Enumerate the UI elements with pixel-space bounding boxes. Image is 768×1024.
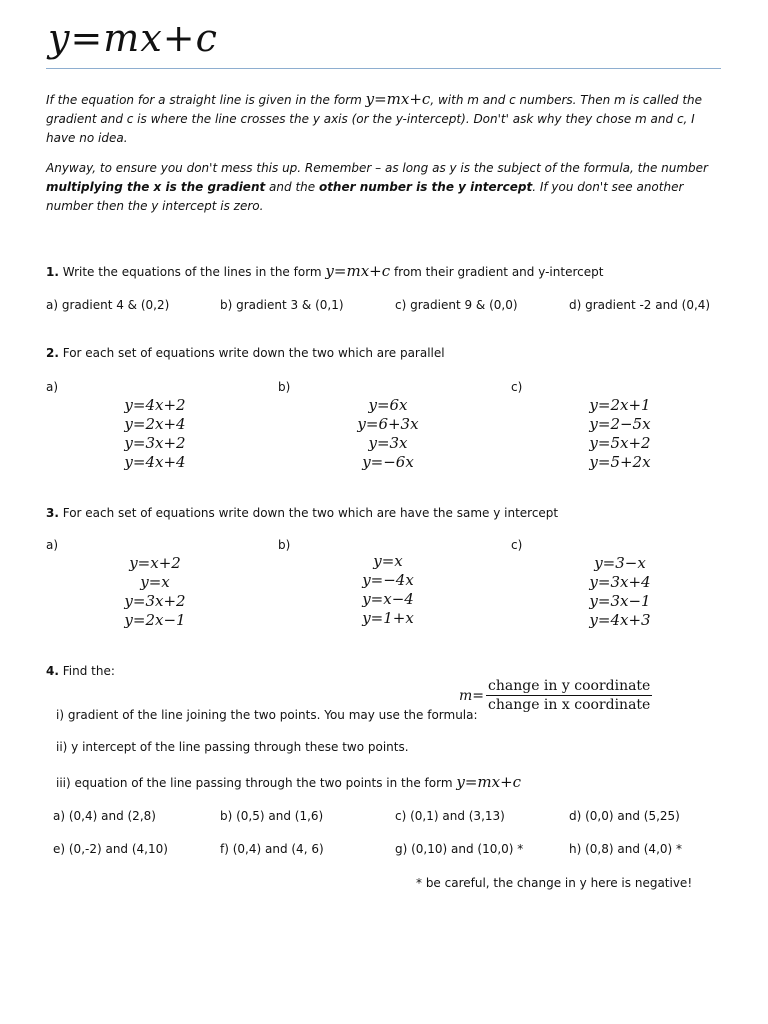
- question-2-set-a: [75, 396, 235, 472]
- question-1-option-c: c) gradient 9 & (0,0): [395, 298, 518, 312]
- equation: y=3x+2: [124, 434, 186, 452]
- equation: y=x+2: [129, 554, 181, 572]
- question-1-text-b: from their gradient and y-intercept: [390, 265, 604, 279]
- equation: y=5+2x: [589, 453, 651, 471]
- question-4-option-c: c) (0,1) and (3,13): [395, 809, 505, 823]
- equation: y=2−5x: [589, 415, 651, 433]
- intro-text-2a: Anyway, to ensure you don't mess this up. Remember – as long as y is the subject of the formula, the number: [46, 161, 708, 175]
- question-3-text: For each set of equations write down the two which are have the same y intercept: [58, 506, 559, 520]
- equation: y=2x+1: [589, 396, 651, 414]
- intro-text-1a: If the equation for a straight line is given in the form: [46, 93, 366, 107]
- equation: y=1+x: [362, 609, 414, 627]
- intro-bold-gradient: multiplying the x is the gradient: [46, 180, 266, 194]
- question-3-set-b-label: b): [278, 538, 291, 552]
- question-2-set-a-label: a): [46, 380, 59, 394]
- equation: y=−6x: [362, 453, 414, 471]
- question-4-heading: [46, 664, 115, 678]
- question-4-part-ii: ii) y intercept of the line passing through these two points.: [56, 740, 409, 754]
- equation: y=2x+4: [124, 415, 186, 433]
- equation: y=x−4: [362, 590, 414, 608]
- question-2-set-c-label: c): [511, 380, 523, 394]
- formula-m: m=: [459, 687, 485, 704]
- question-4-text: Find the:: [58, 664, 115, 678]
- equation: y=5x+2: [589, 434, 651, 452]
- equation: y=3x−1: [589, 592, 651, 610]
- question-3-set-a-label: a): [46, 538, 59, 552]
- question-1-text-a: Write the equations of the lines in the form: [58, 265, 326, 279]
- equation: y=6+3x: [357, 415, 419, 433]
- question-4-option-h: h) (0,8) and (4,0) *: [569, 842, 683, 856]
- equation: y=x: [373, 552, 403, 570]
- title-underline: [46, 68, 721, 69]
- equation: y=4x+2: [124, 396, 186, 414]
- question-4-option-f: f) (0,4) and (4, 6): [220, 842, 324, 856]
- equation: y=3x+2: [124, 592, 186, 610]
- question-2-text: For each set of equations write down the two which are parallel: [58, 346, 445, 360]
- intro-bold-intercept: other number is the y intercept: [318, 180, 533, 194]
- question-2-set-c: [540, 396, 700, 472]
- equation: y=3−x: [594, 554, 646, 572]
- equation: y=x: [140, 573, 170, 591]
- question-1-number: 1.: [46, 265, 59, 279]
- equation: y=−4x: [362, 571, 414, 589]
- question-3-number: 3.: [46, 506, 59, 520]
- equation: y=3x+4: [589, 573, 651, 591]
- equation: y=6x: [368, 396, 408, 414]
- question-4-option-d: d) (0,0) and (5,25): [569, 809, 680, 823]
- equation: y=3x: [368, 434, 408, 452]
- question-3-set-c-label: c): [511, 538, 523, 552]
- formula-fraction: [486, 678, 652, 713]
- question-2-set-b-label: b): [278, 380, 291, 394]
- question-4-number: 4.: [46, 664, 59, 678]
- intro-formula: y=mx+c: [365, 90, 431, 108]
- question-4-option-a: a) (0,4) and (2,8): [53, 809, 156, 823]
- equation: y=4x+4: [124, 453, 186, 471]
- question-4-formula: y=mx+c: [456, 773, 522, 791]
- question-4-part-iii-text: iii) equation of the line passing through the two points in the form: [56, 776, 457, 790]
- intro-paragraph-1: [46, 90, 722, 148]
- intro-text-2c: and the: [265, 180, 319, 194]
- question-2-number: 2.: [46, 346, 59, 360]
- formula-denominator: change in x coordinate: [488, 697, 651, 713]
- question-1-option-b: b) gradient 3 & (0,1): [220, 298, 344, 312]
- question-2-set-b: [308, 396, 468, 472]
- question-4-option-g: g) (0,10) and (10,0) *: [395, 842, 524, 856]
- gradient-formula: [459, 678, 652, 713]
- question-3-set-c: [540, 554, 700, 630]
- formula-numerator: change in y coordinate: [488, 678, 651, 694]
- question-1-heading: [46, 262, 603, 280]
- question-1-option-d: d) gradient -2 and (0,4): [569, 298, 711, 312]
- question-4-part-i: i) gradient of the line joining the two points. You may use the formula:: [56, 708, 478, 722]
- intro-text-2d: . If you don't see another number then the y intercept is zero.: [46, 180, 684, 213]
- question-1-formula: y=mx+c: [325, 262, 391, 280]
- question-4-option-b: b) (0,5) and (1,6): [220, 809, 324, 823]
- question-4-option-e: e) (0,-2) and (4,10): [53, 842, 168, 856]
- intro-paragraph-2: [46, 159, 722, 216]
- page-title: y=mx+c: [48, 16, 218, 60]
- question-4-footnote: * be careful, the change in y here is negative!: [416, 876, 693, 890]
- equation: y=2x−1: [124, 611, 186, 629]
- question-4-part-iii: [56, 773, 521, 791]
- equation: y=4x+3: [589, 611, 651, 629]
- intro-text-1b: , with m and c numbers. Then m is called the gradient and c is where the line crosses the y axis (or the y-intercept). Don't' ask why they chose m and c, I have no idea.: [46, 93, 703, 145]
- question-1-option-a: a) gradient 4 & (0,2): [46, 298, 170, 312]
- question-3-heading: [46, 506, 558, 520]
- question-3-set-a: [75, 554, 235, 630]
- question-2-heading: [46, 346, 445, 360]
- question-3-set-b: [308, 552, 468, 628]
